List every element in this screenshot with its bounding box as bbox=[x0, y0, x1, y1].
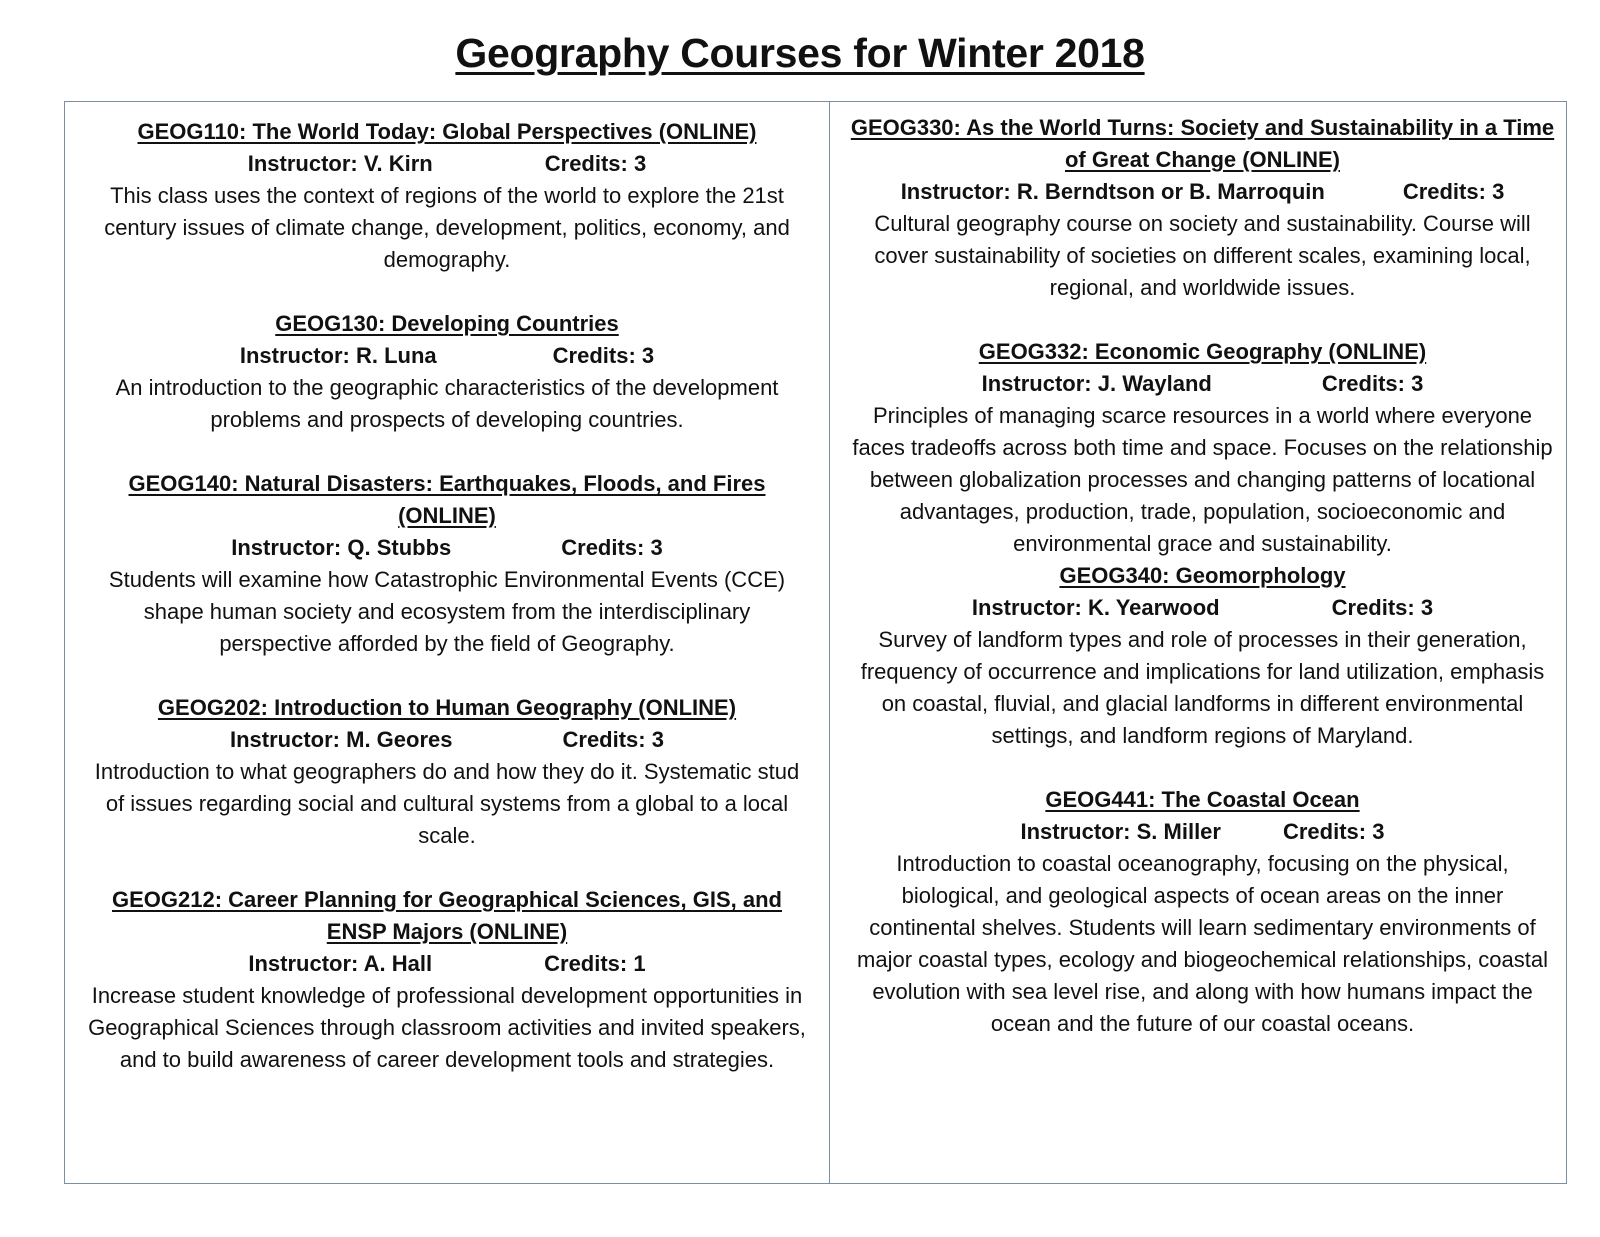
course-geog130 bbox=[88, 308, 806, 436]
column-divider bbox=[829, 101, 830, 1184]
instructor-name: K. Yearwood bbox=[1087, 595, 1220, 620]
course-meta bbox=[846, 816, 1559, 848]
course-title: GEOG130: Developing Countries bbox=[275, 311, 619, 336]
course-meta bbox=[846, 592, 1559, 624]
course-description: Survey of landform types and role of processes in their generation, frequency of occurrence and implications for land utilization, emphasis on coastal, fluvial, and glacial landforms in different environmental settings, and landform regions of Maryland. bbox=[860, 627, 1545, 748]
course-description: Introduction to coastal oceanography, focusing on the physical, biological, and geological aspects of ocean areas on the inner continental shelves. Students will learn sedimentary environments of major coastal types, ecology and biogeochemical relationships, coastal evolution with sea level rise, and along with how humans impact the ocean and the future of our coastal oceans. bbox=[857, 851, 1548, 1036]
course-geog212 bbox=[88, 884, 806, 1076]
page-title: Geography Courses for Winter 2018 bbox=[455, 30, 1145, 76]
course-description: Principles of managing scarce resources in a world where everyone faces tradeoffs across both time and space. Focuses on the relationship between globalization processes and changing patterns of locational advantages, production, trade, population, socioeconomic and environmental grace and sustainability. bbox=[852, 403, 1553, 556]
instructor-label: Instructor: bbox=[247, 151, 358, 176]
credits-label: Credits: bbox=[1321, 371, 1405, 396]
course-geog441 bbox=[846, 784, 1559, 1040]
credits-value: 3 bbox=[650, 535, 663, 560]
course-description: Students will examine how Catastrophic Environmental Events (CCE) shape human society and ecosystem from the interdisciplinary perspective afforded by the field of Geography. bbox=[108, 567, 786, 656]
instructor-label: Instructor: bbox=[230, 727, 340, 752]
instructor-name: A. Hall bbox=[363, 951, 433, 976]
course-geog340 bbox=[846, 560, 1559, 752]
course-meta bbox=[846, 368, 1559, 400]
course-title: GEOG110: The World Today: Global Perspectives (ONLINE) bbox=[137, 119, 757, 144]
instructor-label: Instructor: bbox=[971, 595, 1082, 620]
instructor-name: R. Berndtson or B. Marroquin bbox=[1016, 179, 1325, 204]
course-meta bbox=[88, 532, 806, 564]
credits-value: 3 bbox=[1420, 595, 1434, 620]
credits-label: Credits: bbox=[1331, 595, 1415, 620]
credits-value: 3 bbox=[651, 727, 664, 752]
credits-value: 3 bbox=[1492, 179, 1505, 204]
credits-value: 3 bbox=[641, 343, 655, 368]
instructor-label: Instructor: bbox=[900, 179, 1011, 204]
course-meta bbox=[846, 176, 1559, 208]
right-column bbox=[846, 112, 1559, 1072]
left-column bbox=[88, 116, 806, 1108]
instructor-name: S. Miller bbox=[1136, 819, 1221, 844]
instructor-label: Instructor: bbox=[231, 535, 342, 560]
instructor-name: M. Geores bbox=[346, 727, 453, 752]
instructor-name: J. Wayland bbox=[1097, 371, 1212, 396]
course-title: GEOG332: Economic Geography (ONLINE) bbox=[978, 339, 1427, 364]
course-description: An introduction to the geographic characteristics of the development problems and prospects of developing countries. bbox=[115, 375, 779, 432]
credits-value: 1 bbox=[633, 951, 646, 976]
course-title: GEOG212: Career Planning for Geographical Sciences, GIS, and ENSP Majors (ONLINE) bbox=[112, 887, 782, 944]
course-geog110 bbox=[88, 116, 806, 276]
instructor-label: Instructor: bbox=[1020, 819, 1131, 844]
credits-label: Credits: bbox=[1282, 819, 1367, 844]
course-geog202 bbox=[88, 692, 806, 852]
credits-value: 3 bbox=[1372, 819, 1385, 844]
instructor-name: R. Luna bbox=[355, 343, 437, 368]
credits-label: Credits: bbox=[544, 151, 628, 176]
course-title: GEOG330: As the World Turns: Society and Sustainability in a Time of Great Change (ONLINE) bbox=[850, 115, 1555, 172]
course-meta bbox=[88, 948, 806, 980]
course-title: GEOG202: Introduction to Human Geography (ONLINE) bbox=[157, 695, 737, 720]
credits-label: Credits: bbox=[544, 951, 628, 976]
instructor-label: Instructor: bbox=[239, 343, 350, 368]
course-geog332 bbox=[846, 336, 1559, 560]
instructor-name: V. Kirn bbox=[363, 151, 433, 176]
instructor-label: Instructor: bbox=[981, 371, 1092, 396]
credits-label: Credits: bbox=[552, 343, 636, 368]
credits-label: Credits: bbox=[1402, 179, 1486, 204]
course-meta bbox=[88, 340, 806, 372]
course-title: GEOG441: The Coastal Ocean bbox=[1045, 787, 1360, 812]
course-geog330 bbox=[846, 112, 1559, 304]
credits-label: Credits: bbox=[561, 535, 645, 560]
course-description: Cultural geography course on society and sustainability. Course will cover sustainability of societies on different scales, examining local, regional, and worldwide issues. bbox=[874, 211, 1531, 300]
credits-value: 3 bbox=[1411, 371, 1424, 396]
instructor-name: Q. Stubbs bbox=[347, 535, 452, 560]
course-title: GEOG140: Natural Disasters: Earthquakes, Floods, and Fires (ONLINE) bbox=[128, 471, 766, 528]
course-description: This class uses the context of regions of the world to explore the 21st century issues of climate change, development, politics, economy, and demography. bbox=[104, 183, 790, 272]
course-title: GEOG340: Geomorphology bbox=[1059, 563, 1346, 588]
course-meta bbox=[88, 148, 806, 180]
course-description: Introduction to what geographers do and how they do it. Systematic stud of issues regarding social and cultural systems from a global to a local scale. bbox=[94, 759, 800, 848]
credits-value: 3 bbox=[634, 151, 647, 176]
credits-label: Credits: bbox=[562, 727, 646, 752]
course-description: Increase student knowledge of professional development opportunities in Geographical Sciences through classroom activities and invited speakers, and to build awareness of career development tools and strategies. bbox=[88, 983, 806, 1072]
course-geog140 bbox=[88, 468, 806, 660]
course-meta bbox=[88, 724, 806, 756]
instructor-label: Instructor: bbox=[248, 951, 359, 976]
